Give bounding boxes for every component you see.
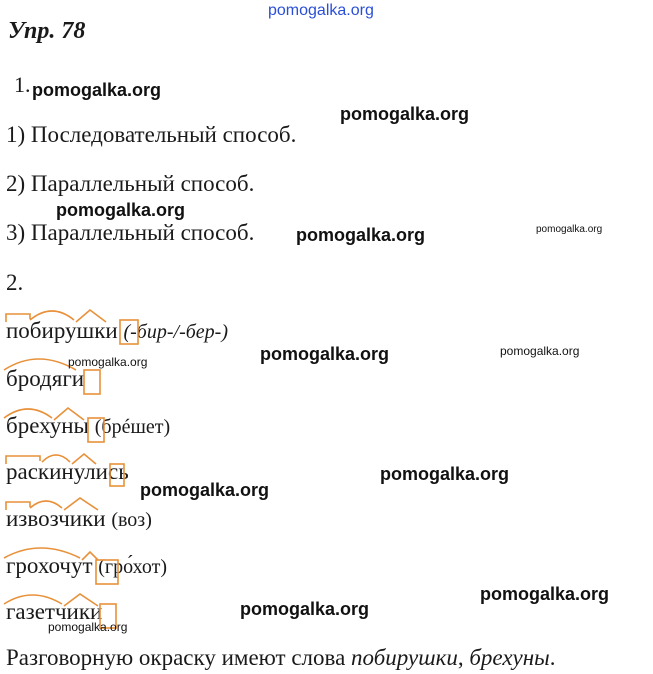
watermark: pomogalka.org — [480, 584, 610, 604]
conclusion-separator: , — [457, 645, 470, 670]
word-note: (брéшет) — [94, 416, 171, 438]
watermark: pomogalka.org — [536, 224, 603, 235]
exercise-title: Упр. 78 — [8, 18, 86, 44]
conclusion-word-2: брехуны — [469, 645, 550, 670]
word: брехуны — [6, 413, 89, 438]
root-arc — [42, 455, 70, 462]
watermark: pomogalka.org — [240, 599, 370, 619]
watermark: pomogalka.org — [56, 200, 186, 220]
watermark: pomogalka.org — [340, 104, 470, 124]
watermark: pomogalka.org — [500, 344, 580, 358]
prefix-mark — [6, 502, 30, 510]
word-note: (-бир-/-бер-) — [123, 321, 228, 343]
section-2-number: 2. — [6, 270, 24, 295]
watermark: pomogalka.org — [68, 355, 148, 369]
prefix-mark — [6, 456, 40, 464]
watermark: pomogalka.org — [140, 480, 270, 500]
section-1-number: 1. — [14, 72, 31, 97]
word: раскинулись — [6, 459, 129, 484]
suffix-mark — [54, 408, 84, 420]
ending-box — [88, 418, 104, 442]
root-arc — [4, 595, 62, 604]
word-note: (воз) — [111, 509, 152, 531]
answer-line-3: 3) Параллельный способ. — [6, 220, 255, 245]
suffix-mark — [64, 498, 98, 510]
conclusion-lead: Разговорную окраску имеют слова — [6, 645, 352, 670]
root-arc — [30, 501, 62, 508]
watermark: pomogalka.org — [260, 344, 390, 364]
answer-line-1: 1) Последовательный способ. — [6, 122, 297, 147]
root-arc — [30, 311, 74, 320]
root-arc — [4, 548, 80, 558]
ending-box — [96, 560, 118, 584]
root-arc — [4, 409, 52, 418]
suffix-mark — [72, 454, 96, 464]
ending-box — [120, 320, 138, 344]
word-note: (гро́хот) — [98, 556, 168, 578]
root-arc — [4, 359, 76, 370]
suffix-mark — [64, 594, 98, 606]
watermark: pomogalka.org — [48, 620, 128, 634]
word: извозчики — [6, 506, 106, 531]
prefix-mark — [6, 314, 30, 322]
conclusion-word-1: побирушки — [351, 645, 458, 670]
word: грохочут — [6, 553, 93, 578]
word: побирушки — [6, 318, 118, 343]
suffix-mark — [76, 310, 106, 322]
answer-line-2: 2) Параллельный способ. — [6, 171, 255, 196]
ending-box — [110, 464, 124, 486]
watermark: pomogalka.org — [296, 225, 426, 245]
word: газетчики — [6, 599, 103, 624]
watermark: pomogalka.org — [380, 464, 510, 484]
watermark: pomogalka.org — [32, 80, 162, 100]
suffix-mark — [82, 552, 98, 560]
word: бродяги — [6, 366, 85, 391]
conclusion-end: . — [549, 645, 556, 670]
watermark-top: pomogalka.org — [268, 2, 374, 19]
ending-box — [84, 370, 100, 394]
